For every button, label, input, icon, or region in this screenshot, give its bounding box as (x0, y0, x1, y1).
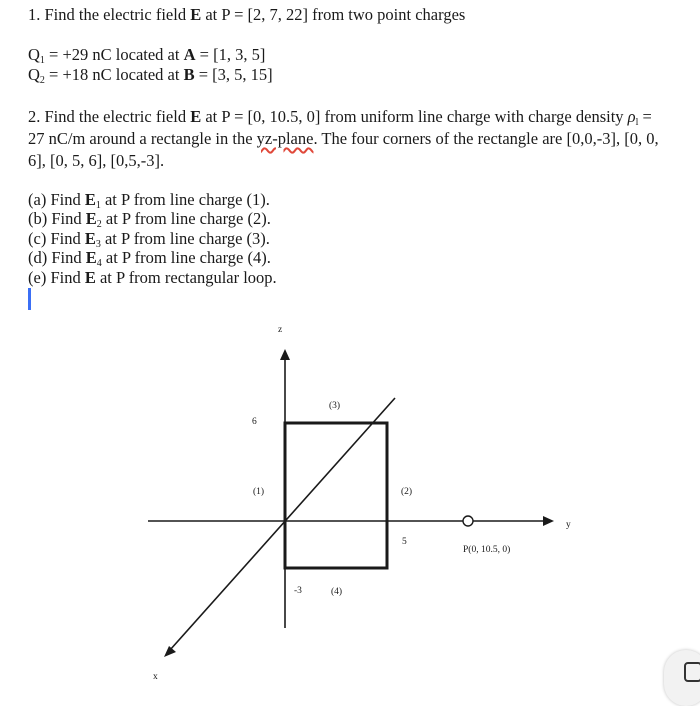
problem-2-line-2: 27 nC/m around a rectangle in the yz-plane. The four corners of the rectangle are [0,0,-3], [0, 0, (28, 129, 659, 148)
problem-2-line-1: 2. Find the electric field E at P = [0, 10.5, 0] from uniform line charge with charge density $\rho_l$ = (28, 107, 652, 128)
label-line-1: (1) (253, 487, 265, 497)
part-a: (a) Find $E_1$ at P from line charge (1). (28, 190, 270, 211)
tick-6: 6 (252, 417, 257, 427)
part-c: (c) Find $E_3$ at P from line charge (3). (28, 229, 270, 250)
x-label: x (153, 672, 158, 682)
part-d: (d) Find $E_4$ at P from line charge (4). (28, 248, 271, 269)
charge-q2: $Q_2 = +18$ nC located at B = [3, 5, 15] (28, 65, 273, 86)
x-axis-arrow (164, 646, 176, 657)
charged-rectangle (285, 423, 387, 568)
label-line-4: (4) (331, 587, 343, 597)
misspelling-underline: yz-plane (256, 129, 314, 148)
z-axis-arrow (280, 349, 290, 360)
point-p-marker (463, 516, 473, 526)
tick-5: 5 (402, 537, 407, 547)
problem-2-line-3: 6], [0, 5, 6], [0,5,-3]. (28, 151, 165, 170)
x-axis (170, 398, 395, 650)
tick-neg-3: -3 (294, 586, 302, 596)
y-label: y (566, 520, 571, 530)
part-e: (e) Find E at P from rectangular loop. (28, 268, 277, 287)
charge-q1: $Q_1 = +29$ nC located at A = [1, 3, 5] (28, 45, 266, 66)
z-label: z (278, 325, 283, 335)
part-b: (b) Find $E_2$ at P from line charge (2). (28, 209, 271, 230)
edit-button[interactable] (664, 650, 700, 706)
problem-1-statement: 1. Find the electric field E at P = [2, 7, 22] from two point charges (28, 5, 466, 24)
y-axis-arrow (543, 516, 554, 526)
point-p-label: P(0, 10.5, 0) (463, 545, 511, 555)
label-line-3: (3) (329, 401, 341, 411)
label-line-2: (2) (401, 487, 413, 497)
edit-icon (684, 662, 700, 682)
